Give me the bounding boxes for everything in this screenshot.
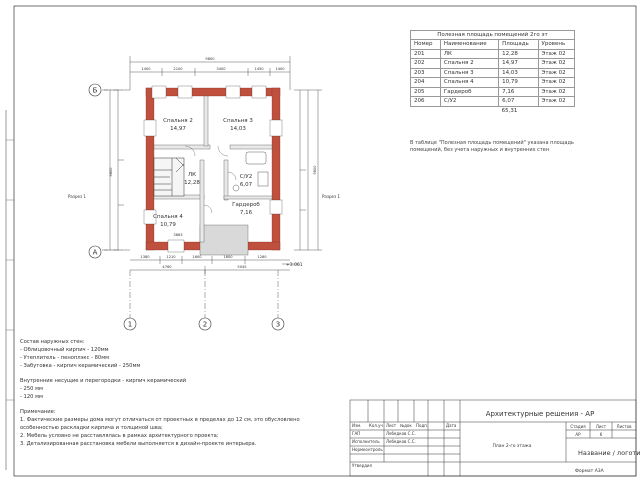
dim-top-4: 1450 — [254, 67, 264, 71]
tb-format: Формат А3А — [575, 469, 604, 474]
room-wc-area: 6,07 — [239, 182, 253, 188]
legend-layer: - Облицовочный кирпич - 120мм — [20, 347, 109, 353]
dim-top-3: 3400 — [216, 67, 226, 71]
table-row: 201 ЛК 12,28 Этаж 02 — [411, 49, 575, 59]
col-number: Номер — [411, 40, 441, 50]
table-row: 205 Гардероб 7,16 Этаж 02 — [411, 87, 575, 97]
tb-sheets-header: Листов — [616, 424, 632, 429]
tb-col-list: Лист — [386, 423, 397, 428]
dim-bottom-1: 1380 — [140, 255, 150, 259]
dim-bottom-4: 1800 — [223, 255, 233, 259]
dim-top-5: 1400 — [275, 67, 285, 71]
dim-top-2: 2100 — [173, 67, 183, 71]
tb-col-ndok: №док — [400, 423, 412, 428]
note-item: 1. Фактические размеры дома могут отличаться от проектных в пределах до 12 см, это обусловлено особенностью раскладки кирпича и толщиной шва; — [20, 417, 300, 431]
room-bed3-name: Спальня 3 — [223, 118, 253, 124]
tb-signer-exec: Лебедков С.С. — [386, 439, 416, 444]
room-bed3-area: 14,03 — [230, 126, 246, 132]
dim-bottom-5: 1260 — [257, 255, 267, 259]
tb-name-field: Название / логоти — [578, 449, 640, 457]
axis-label-a: А — [92, 248, 98, 257]
dim-left-overall: 9800 — [109, 167, 113, 177]
legend-title: Состав наружных стен: — [20, 339, 85, 345]
room-lk-name: ЛК — [187, 172, 197, 178]
tb-role-gap: ГАП — [352, 431, 361, 436]
section-label-left: Разрез 1 — [68, 194, 86, 199]
area-table-header — [411, 40, 575, 50]
tb-col-izm: Изм. — [352, 423, 362, 428]
dim-top-1: 1400 — [141, 67, 151, 71]
table-row: 206 С/У2 6,07 Этаж 02 — [411, 97, 575, 107]
tb-signer-gap: Лебедков С.С. — [386, 431, 416, 436]
tb-col-koluch: Кол.уч — [369, 423, 383, 428]
axis-label-1: 1 — [127, 320, 133, 329]
room-bed4-area: 10,79 — [160, 222, 176, 228]
room-bed2-name: Спальня 2 — [163, 118, 193, 124]
legend-layer: - Утеплитель - пеноплэкс - 80мм — [20, 355, 110, 361]
dim-right-overall: 9800 — [313, 165, 317, 175]
room-bed4-name: Спальня 4 — [153, 214, 183, 220]
dim-bottom-total-1: 4760 — [162, 265, 172, 269]
note-item: 2. Мебель условно не расставлялась в рамках архитектурного проекта; — [20, 433, 219, 439]
room-bed2-area: 14,97 — [170, 126, 186, 132]
area-table-total-row — [411, 106, 575, 115]
table-row: 202 Спальня 2 14,97 Этаж 02 — [411, 59, 575, 69]
legend-inner: - 120 мм — [20, 394, 43, 400]
notes-title: Примечание: — [20, 409, 56, 415]
dim-bottom-2: 1210 — [166, 255, 176, 259]
table-row: 203 Спальня 3 14,03 Этаж 02 — [411, 68, 575, 78]
axis-label-3: 3 — [275, 320, 281, 329]
level-mark: +3.061 — [286, 263, 303, 268]
tb-sheet: 6 — [599, 432, 603, 437]
axis-label-2: 2 — [202, 320, 208, 329]
col-name: Наименование — [440, 40, 498, 50]
legend-layer: - Забутовка - кирпич керамический - 250мм — [20, 363, 141, 369]
area-total: 65,31 — [501, 107, 518, 114]
section-label-right: Разрез 1 — [322, 194, 340, 199]
room-lk-area: 12,28 — [184, 180, 200, 186]
table-row: 204 Спальня 4 10,79 Этаж 02 — [411, 78, 575, 88]
wall-legend — [20, 338, 320, 448]
col-area: Площадь — [499, 40, 538, 50]
dim-top-overall: 9800 — [205, 57, 215, 61]
area-table — [410, 30, 575, 115]
room-ward-area: 7,16 — [239, 210, 253, 216]
legend-inner-title: Внутренние несущие и перегородки - кирпич керамический — [20, 378, 187, 384]
dim-bottom-3: 1600 — [192, 255, 202, 259]
room-wc-name: С/У2 — [239, 174, 253, 180]
col-level: Уровень — [538, 40, 574, 50]
tb-stage: АР — [575, 432, 581, 437]
tb-role-norm: Нормконтроль — [352, 447, 383, 452]
area-table-title: Полезная площадь помещений 2го эт — [410, 30, 575, 39]
tb-role-approve: Утвердил — [352, 463, 373, 468]
tb-sheet-header: Лист — [595, 424, 607, 429]
tb-col-data: Дата — [446, 423, 457, 428]
legend-inner: - 250 мм — [20, 386, 43, 392]
room-ward-name: Гардероб — [232, 202, 260, 208]
tb-col-podp: Подп. — [416, 423, 429, 428]
tb-project: Архитектурные решения - АР — [485, 410, 595, 418]
tb-stage-header: Стадия — [570, 424, 586, 429]
tb-sheet-name: План 2-го этажа — [492, 444, 532, 449]
dim-bottom-small: 3863 — [173, 233, 183, 237]
staircase — [154, 158, 184, 196]
dim-bottom-total-2: 5045 — [237, 265, 247, 269]
axis-label-b: Б — [92, 86, 98, 95]
table-note: В таблице "Полезная площадь помещений" указана площадь помещений, без учета наружных и внутренних стен — [410, 140, 574, 153]
tb-role-exec: Исполнитель — [352, 439, 380, 444]
note-item: 3. Детализированная расстановка мебели выполняется в дизайн-проекте интерьера. — [20, 441, 257, 447]
